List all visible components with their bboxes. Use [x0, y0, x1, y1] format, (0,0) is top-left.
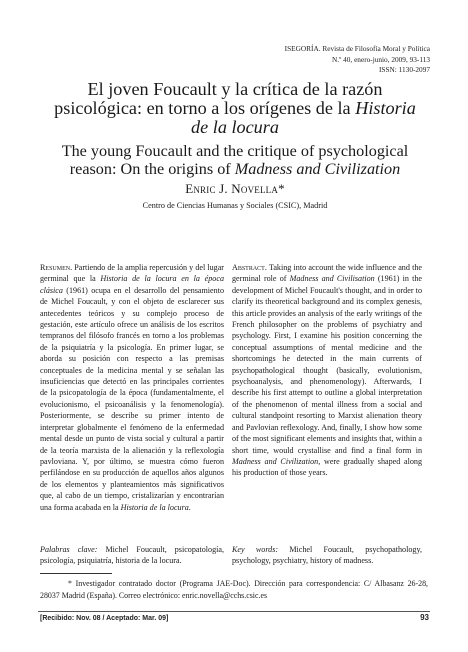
title-es-line2 [40, 99, 430, 118]
footnote-divider [40, 573, 112, 574]
page-number: 93 [420, 613, 429, 622]
author-middle: J. [215, 181, 232, 196]
resumen-italic-2: Historia de la locura [120, 502, 189, 512]
keywords-spanish [40, 544, 224, 567]
author [40, 181, 430, 197]
keywords-en-label: Key words: [232, 545, 279, 554]
resumen [40, 262, 224, 513]
abstract-italic-2: Madness and Civilization, [232, 456, 321, 466]
resumen-label: Resumen. [40, 263, 73, 272]
footnote-mark: * [68, 579, 72, 588]
journal-name: ISEGORÍA. Revista de Filosofía Moral y Política [284, 44, 430, 53]
keywords-es-text: Michel Foucault, psicopatología, psicología, psiquiatría, historia de la locura. [40, 545, 224, 566]
author-last-rest: ovella [240, 181, 279, 196]
author-first-rest: nric [193, 181, 216, 196]
author-footnote-mark: * [278, 181, 285, 196]
journal-header [210, 44, 430, 76]
author-first-initial: E [185, 181, 194, 196]
abstract [232, 262, 422, 479]
abstract-text-1: Taking into account the wide influence and the germinal role of [232, 263, 422, 284]
title-es-line3-italic: de la locura [191, 117, 279, 137]
title-es-line1: El joven Foucault y la crítica de la razón [87, 79, 383, 99]
author-last-initial: N [231, 181, 241, 196]
title-en-line1: The young Foucault and the critique of psychological [61, 142, 409, 160]
issue-info: N.º 40, enero-junio, 2009, 93-113 [331, 54, 430, 64]
resumen-italic-1: Historia de la locura en la época clásica [40, 274, 224, 295]
title-en-line2-roman: reason: On the origins of [69, 160, 235, 178]
abstract-text-2: (1961) in the development of Michel Foucault's thought, and in order to clarify its theoretical background and its complex genesis, this article provides an analysis of the early writings of the French philosopher on the problems of psychiatry and psychology. First, I examine his position concerning the conceptual assumptions of mental medicine and the shortcomings he detected in the main currents of psychopathological thought (basically, evolutionism, psychoanalysis, and phenomenology). Afterwards, I describe his first attempt to outline a global interpretation of the phenomenon of mental illness from a social and cultural standpoint resorting to Marxist alienation theory and Pavlovian reflexology. And, finally, I show how some of the most significant elements and insights that, within a short time, would crystallise and find a final form in [232, 274, 422, 455]
footer-divider [38, 611, 430, 612]
footnote [40, 578, 428, 601]
keywords-es-label: Palabras clave: [40, 545, 98, 554]
title-en-line2 [40, 160, 430, 178]
resumen-text-2: (1961) ocupa en el desarrollo del pensamiento de Michel Foucault, y con el objeto de esclarecer sus antecedentes teóricos y su complejo proceso de gestación, este artículo ofrece un análisis de los escritos tempranos del filósofo francés en torno a los problemas de la psiquiatría y la psicología. En primer lugar, se aborda su posición con respecto a las premisas conceptuales de la medicina mental y se señalan las insuficiencias que detectó en las principales corrientes de la psicopatología de la época (fundamentalmente, el evolucionismo, el psicoanálisis y la fenomenología). Posteriormente, se describe su primer intento de interpretar globalmente el fenómeno de la enfermedad mental desde un punto de vista social y cultural a partir de la teoría marxista de la alienación y la reflexología pavloviana. Y, por último, se muestra cómo fueron perfilándose en su producción de aquellos años algunos de los elementos y planteamientos más significativos que, al cabo de un tiempo, cristalizarían y encontrarían una forma acabada en la [40, 285, 224, 512]
received-accepted-dates: [Recibido: Nov. 08 / Aceptado: Mar. 09] [40, 615, 169, 622]
footnote-text: Investigador contratado doctor (Programa JAE-Doc). Dirección para correspondencia: C/ Albasanz 26-28, 28037 Madrid (España). Correo electrónico: enric.novella@cchs.csic.es [40, 579, 428, 600]
title-spanish [40, 80, 430, 137]
affiliation: Centro de Ciencias Humanas y Sociales (CSIC), Madrid [142, 201, 328, 210]
abstract-label: Abstract. [232, 263, 267, 272]
issn: ISSN: 1130-2097 [378, 65, 430, 74]
title-es-line2-roman: psicológica: en torno a los orígenes de la [54, 98, 356, 118]
title-english [40, 142, 430, 178]
keywords-english [232, 544, 422, 567]
title-en-line2-italic: Madness and Civilization [234, 160, 401, 178]
keywords-en-text: Michel Foucault, psychopathology, psychology, psychiatry, history of madness. [232, 545, 422, 566]
abstract-text-3: were gradually shaped along his production of those years. [232, 456, 423, 478]
resumen-text-1: Partiendo de la amplia repercusión y del lugar germinal que la [40, 263, 224, 284]
title-es-line3 [40, 118, 430, 137]
resumen-text-3: . [188, 502, 191, 512]
title-es-line2-italic: Historia [355, 98, 416, 118]
abstract-italic-1: Madness and Civilisation [289, 274, 375, 284]
